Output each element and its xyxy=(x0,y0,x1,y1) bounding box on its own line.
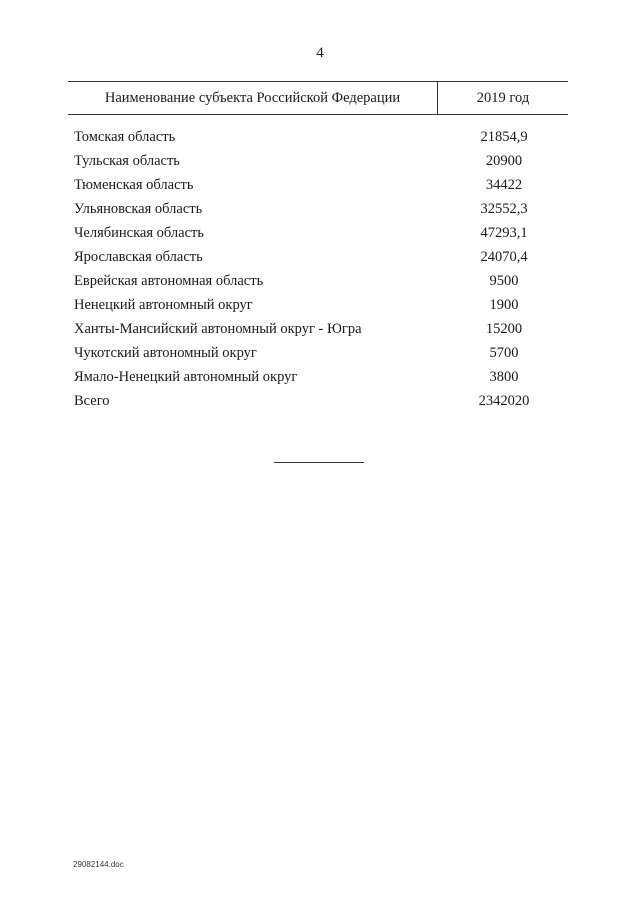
region-value: 21854,9 xyxy=(480,129,528,145)
region-name: Ярославская область xyxy=(74,249,203,265)
region-value: 3800 xyxy=(489,369,519,385)
region-name: Чукотский автономный округ xyxy=(74,345,257,361)
table-row xyxy=(0,199,640,223)
region-value: 47293,1 xyxy=(480,225,528,241)
table-row xyxy=(0,223,640,247)
region-value: 24070,4 xyxy=(480,249,528,265)
region-name: Тульская область xyxy=(74,153,180,169)
region-name: Ненецкий автономный округ xyxy=(74,297,253,313)
region-name: Ульяновская область xyxy=(74,201,203,217)
region-value: 1900 xyxy=(489,297,519,313)
table-row xyxy=(0,175,640,199)
table-row xyxy=(0,151,640,175)
table-row xyxy=(0,295,640,319)
table-body xyxy=(0,127,640,415)
total-row xyxy=(0,391,640,415)
table-row xyxy=(0,343,640,367)
region-name: Томская область xyxy=(74,129,176,145)
region-value: 20900 xyxy=(485,153,523,169)
page-number: 4 xyxy=(316,45,324,61)
region-name: Еврейская автономная область xyxy=(74,273,264,289)
table-row xyxy=(0,271,640,295)
region-name: Челябинская область xyxy=(74,225,204,241)
end-divider xyxy=(274,462,364,463)
region-value: 9500 xyxy=(489,273,519,289)
region-value: 5700 xyxy=(489,345,519,361)
footer-filename: 29082144.doc xyxy=(73,860,124,869)
column-header-region: Наименование субъекта Российской Федерации xyxy=(68,82,438,114)
total-label: Всего xyxy=(74,393,110,409)
total-value: 2342020 xyxy=(478,393,530,409)
table-row xyxy=(0,127,640,151)
region-name: Тюменская область xyxy=(74,177,194,193)
column-header-year: 2019 год xyxy=(476,89,530,106)
table-row xyxy=(0,319,640,343)
table-row xyxy=(0,247,640,271)
table-header xyxy=(68,81,568,115)
region-name: Ханты-Мансийский автономный округ - Югра xyxy=(74,321,362,337)
region-name: Ямало-Ненецкий автономный округ xyxy=(74,369,298,385)
region-value: 34422 xyxy=(485,177,523,193)
table-row xyxy=(0,367,640,391)
region-value: 15200 xyxy=(485,321,523,337)
region-value: 32552,3 xyxy=(480,201,528,217)
